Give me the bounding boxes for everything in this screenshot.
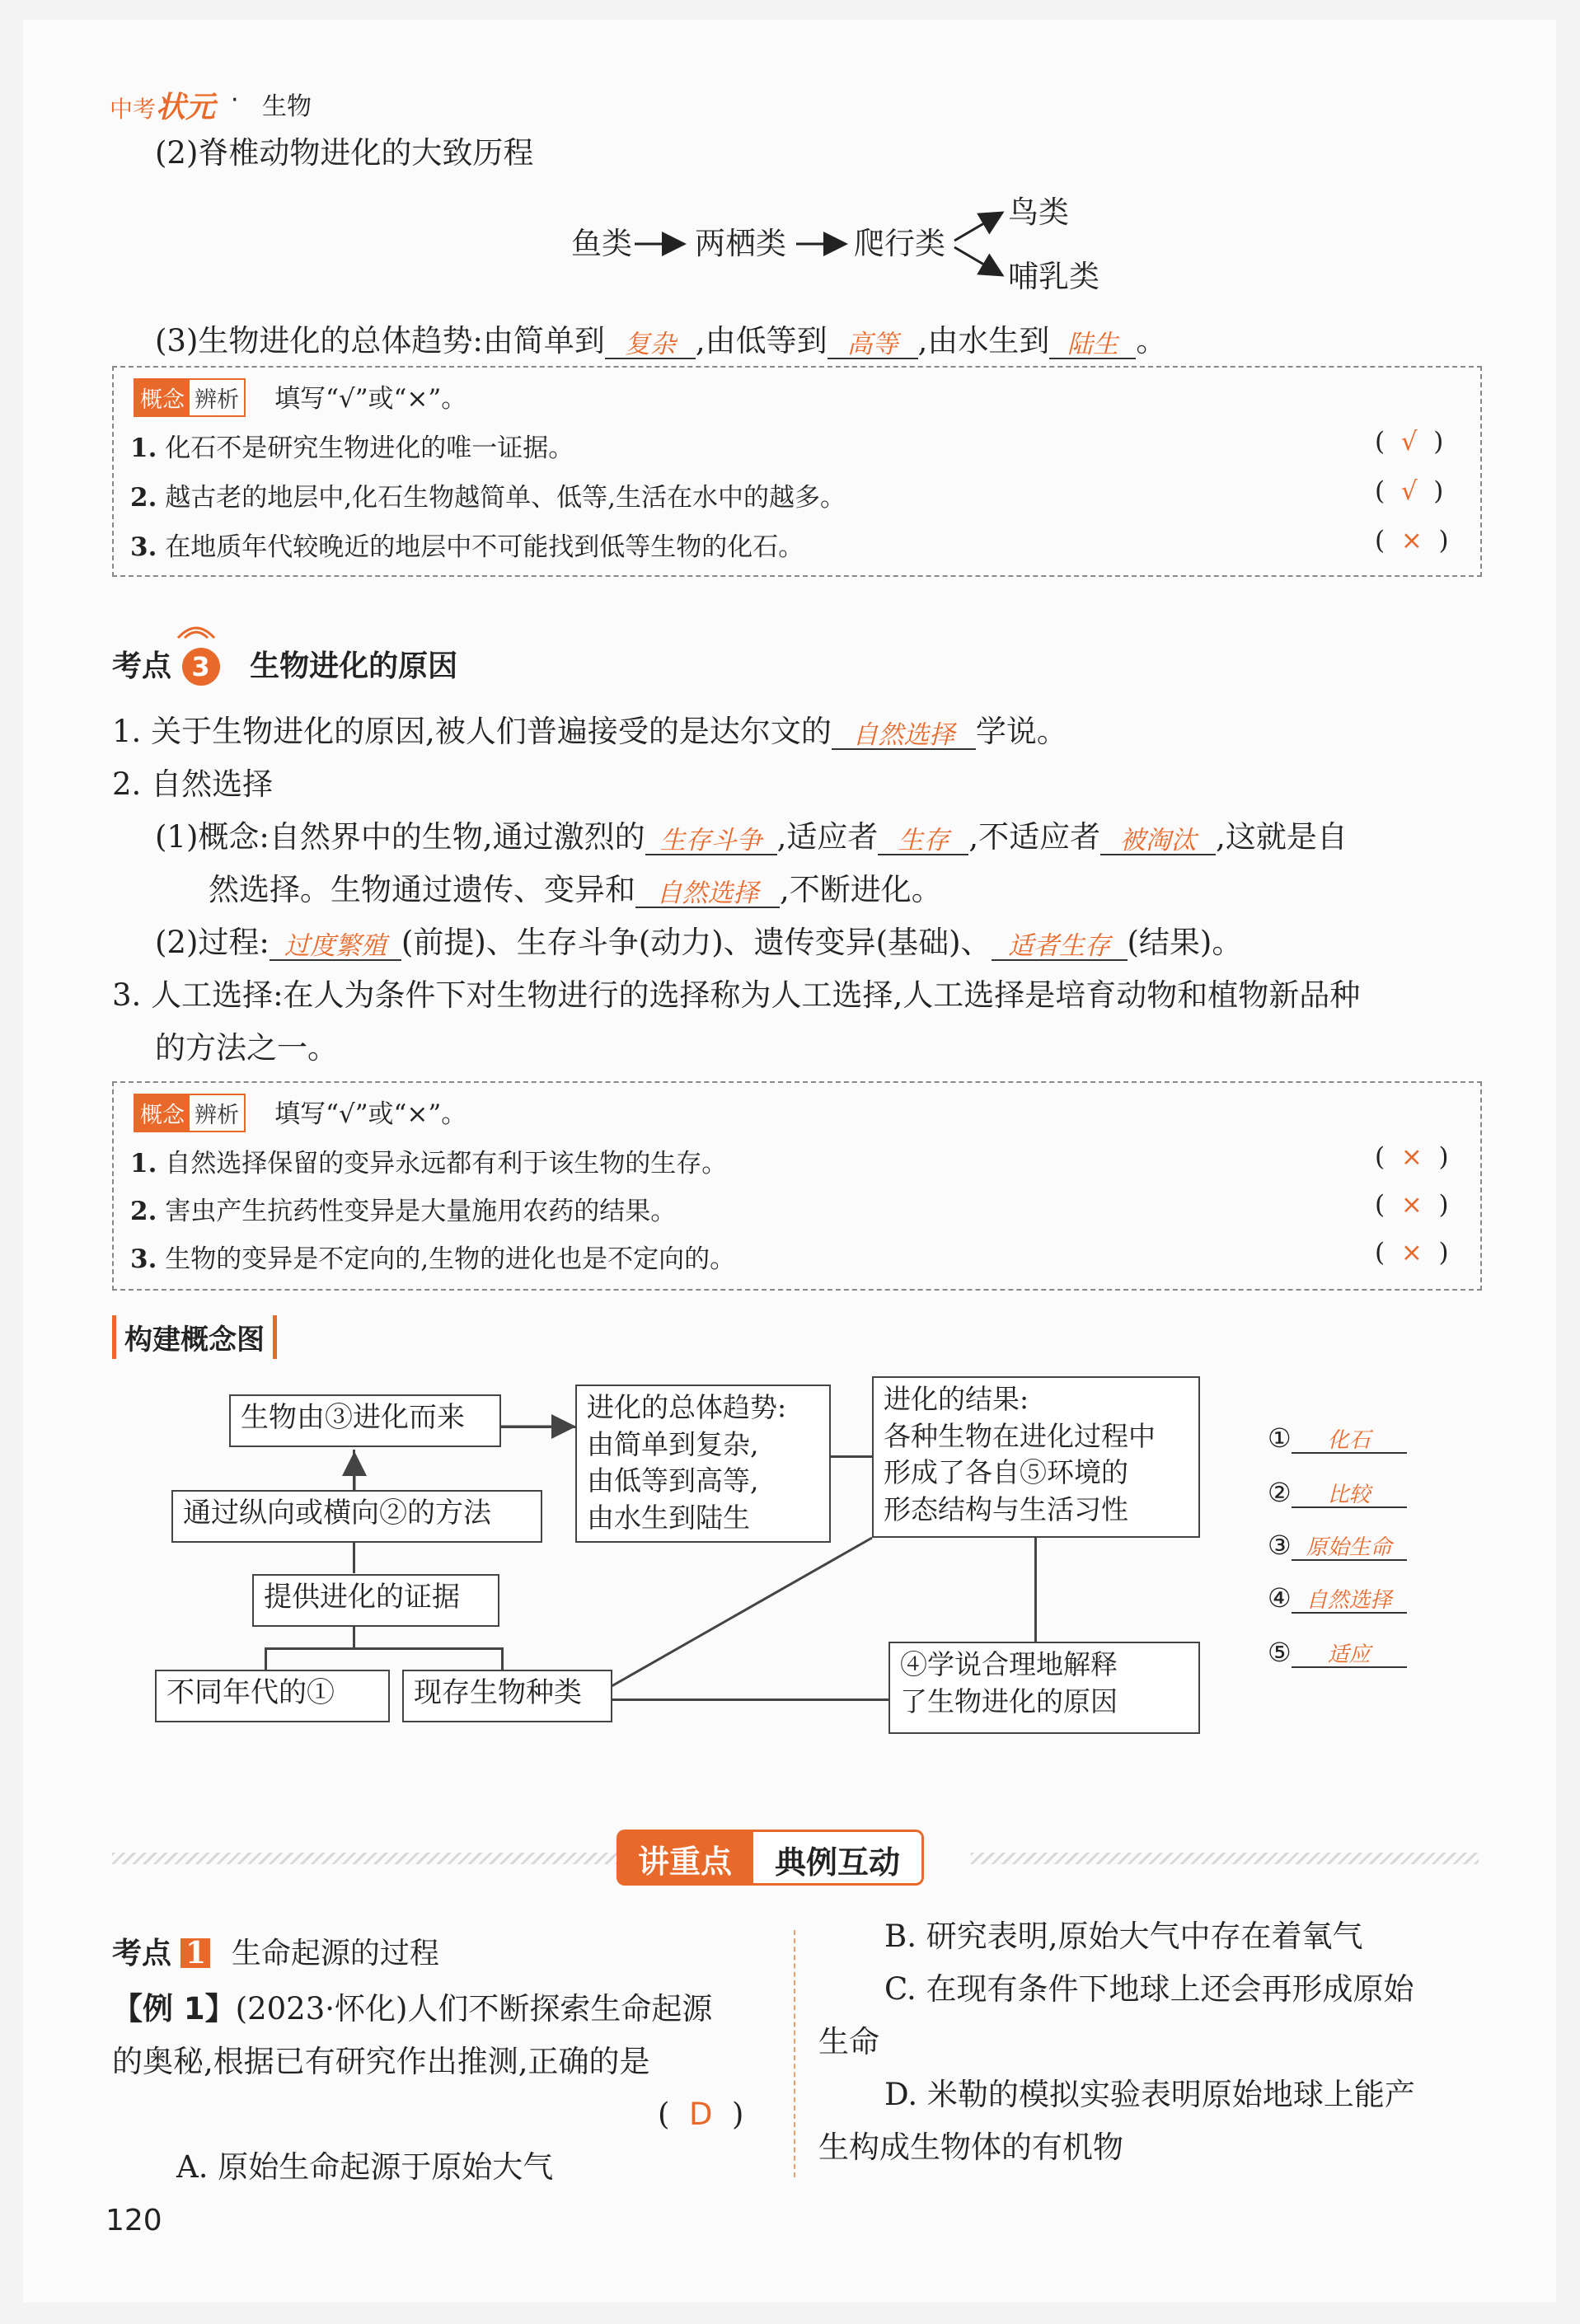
concept-map-title: 构建概念图 bbox=[112, 1315, 277, 1359]
option-c-1: C. 在现有条件下地球上还会再形成原始 bbox=[884, 1971, 1414, 2007]
map-answer-4 bbox=[1268, 1582, 1407, 1614]
section-banner bbox=[617, 1830, 924, 1886]
item-num: 1. bbox=[130, 433, 157, 463]
map-diagonal bbox=[600, 1538, 872, 1693]
result-line: 形成了各自⑤环境的 bbox=[884, 1456, 1128, 1489]
answer-text: 自然选择 bbox=[1306, 1588, 1392, 1613]
kaodian-number: 1 bbox=[181, 1938, 210, 1968]
cause-line-6: 3. 人工选择:在人为条件下对生物进行的选择称为人工选择,人工选择是培育动物和植物新品种 bbox=[112, 977, 1361, 1013]
l4-answer: 自然选择 bbox=[656, 879, 759, 909]
option-d-2: 生构成生物体的有机物 bbox=[818, 2130, 1123, 2165]
item-num: 1. bbox=[130, 1149, 157, 1178]
brand-main: 状元 bbox=[156, 91, 216, 124]
item-num: 3. bbox=[130, 1244, 157, 1274]
item-text: 害虫产生抗药性变异是大量施用农药的结果。 bbox=[165, 1197, 677, 1226]
example-label: 【例 1】 bbox=[112, 1991, 236, 2026]
map-box-evidence: 提供进化的证据 bbox=[252, 1574, 499, 1627]
map-answer-5 bbox=[1268, 1637, 1407, 1668]
node-bird: 鸟类 bbox=[1008, 194, 1069, 230]
cause-line-2: 2. 自然选择 bbox=[112, 766, 274, 802]
l3-answer-2: 生存 bbox=[898, 826, 949, 856]
judge-2-item bbox=[130, 1238, 735, 1275]
item-text: 生物的变异是不定向的,生物的进化也是不定向的。 bbox=[165, 1244, 736, 1274]
answer-num: ④ bbox=[1268, 1582, 1292, 1614]
header-subject: 生物 bbox=[262, 92, 312, 121]
answer-mark: D bbox=[688, 2097, 713, 2132]
judge-1-mark-1: ( √ ) bbox=[1375, 427, 1444, 457]
trend-mid-1: ,由低等到 bbox=[695, 323, 828, 358]
node-reptile: 爬行类 bbox=[854, 226, 945, 261]
answer-text: 化石 bbox=[1327, 1428, 1371, 1453]
node-fish: 鱼类 bbox=[571, 226, 632, 261]
trend-answer-1: 复杂 bbox=[624, 330, 676, 360]
l4-end: ,不断进化。 bbox=[780, 872, 942, 907]
item-text: 越古老的地层中,化石生物越简单、低等,生活在水中的越多。 bbox=[165, 483, 846, 513]
kaodian-title: 生命起源的过程 bbox=[231, 1937, 439, 1970]
tag-a: 概念 bbox=[135, 380, 190, 415]
item-text: 自然选择保留的变异永远都有利于该生物的生存。 bbox=[165, 1149, 728, 1178]
cause-line-3 bbox=[155, 819, 1348, 855]
judge-1-header bbox=[134, 377, 466, 417]
answer-text: 原始生命 bbox=[1306, 1535, 1392, 1560]
l3-mid-2: ,不适应者 bbox=[968, 819, 1101, 855]
l3-blank-1 bbox=[645, 821, 777, 855]
trend-line: 由低等到高等, bbox=[587, 1464, 759, 1497]
map-answer-2 bbox=[1268, 1477, 1407, 1508]
path-arrows bbox=[633, 209, 1020, 300]
map-answer-3 bbox=[1268, 1530, 1407, 1561]
answer-text: 适应 bbox=[1327, 1642, 1371, 1667]
kaodian-label: 考点 bbox=[112, 1937, 172, 1970]
l3-end: ,这就是自 bbox=[1216, 819, 1348, 855]
brand-prefix: 中考 bbox=[110, 96, 157, 123]
trend-answer-2: 高等 bbox=[846, 330, 898, 360]
trend-line: 由简单到复杂, bbox=[587, 1427, 759, 1460]
l3-prefix: (1)概念:自然界中的生物,通过激烈的 bbox=[155, 819, 645, 855]
banner-right: 典例互动 bbox=[753, 1830, 924, 1886]
kaodian-3-heading bbox=[112, 643, 457, 686]
map-box-fossil: 不同年代的① bbox=[155, 1670, 390, 1722]
answer-num: ① bbox=[1268, 1422, 1292, 1454]
cause-1-answer: 自然选择 bbox=[852, 720, 955, 751]
judge-2-header bbox=[134, 1093, 466, 1132]
item-num: 2. bbox=[130, 483, 157, 513]
judge-1-instruction: 填写“√”或“×”。 bbox=[274, 384, 467, 414]
trend-blank-2 bbox=[828, 325, 918, 359]
trend-prefix: (3)生物进化的总体趋势:由简单到 bbox=[155, 323, 605, 358]
darwin-line: ④学说合理地解释 bbox=[900, 1648, 1118, 1680]
result-line: 各种生物在进化过程中 bbox=[884, 1419, 1156, 1452]
darwin-line: 了生物进化的原因 bbox=[900, 1684, 1118, 1717]
l5-mid: (前提)、生存斗争(动力)、遗传变异(基础)、 bbox=[401, 925, 992, 960]
option-d-1: D. 米勒的模拟实验表明原始地球上能产 bbox=[884, 2077, 1415, 2112]
cause-line-5 bbox=[155, 925, 1242, 961]
item-text: 化石不是研究生物进化的唯一证据。 bbox=[165, 433, 574, 463]
example-line-1 bbox=[112, 1991, 712, 2027]
cause-1-prefix: 1. 关于生物进化的原因,被人们普遍接受的是达尔文的 bbox=[112, 714, 832, 749]
map-box-origin: 生物由③进化而来 bbox=[229, 1394, 501, 1447]
l5-blank-2 bbox=[992, 926, 1128, 961]
option-b: B. 研究表明,原始大气中存在着氧气 bbox=[884, 1919, 1363, 1954]
trend-blank-3 bbox=[1049, 325, 1136, 359]
judge-2-mark-2: ( × ) bbox=[1375, 1190, 1449, 1220]
map-box-existing: 现存生物种类 bbox=[402, 1670, 612, 1722]
trend-blank-1 bbox=[605, 325, 696, 359]
judge-2-instruction: 填写“√”或“×”。 bbox=[274, 1099, 467, 1129]
cause-line-7: 的方法之一。 bbox=[155, 1030, 338, 1066]
l3-mid-1: ,适应者 bbox=[776, 819, 879, 855]
example-text: (2023·怀化)人们不断探索生命起源 bbox=[235, 1991, 713, 2026]
map-box-trend bbox=[575, 1385, 831, 1543]
l5-end: (结果)。 bbox=[1127, 925, 1243, 960]
trend-line bbox=[155, 323, 1166, 359]
trend-mid-2: ,由水生到 bbox=[917, 323, 1050, 358]
kaodian-number: 3 bbox=[182, 648, 220, 686]
option-a: A. 原始生命起源于原始大气 bbox=[176, 2149, 554, 2185]
result-line: 形态结构与生活习性 bbox=[884, 1492, 1128, 1525]
mark: × bbox=[1400, 1142, 1423, 1172]
kaodian-label: 考点 bbox=[112, 649, 172, 683]
trend-line: 由水生到陆生 bbox=[587, 1501, 750, 1534]
judge-2-mark-1: ( × ) bbox=[1375, 1142, 1449, 1172]
map-answer-1 bbox=[1268, 1422, 1407, 1454]
answer-num: ③ bbox=[1268, 1530, 1292, 1561]
mark: × bbox=[1400, 1238, 1423, 1267]
answer-text: 比较 bbox=[1327, 1483, 1371, 1507]
l3-blank-3 bbox=[1100, 821, 1216, 855]
judge-1-mark-3: ( × ) bbox=[1375, 526, 1449, 555]
kaodian-1-heading bbox=[112, 1930, 439, 1972]
kaodian-title: 生物进化的原因 bbox=[250, 649, 458, 683]
signal-icon bbox=[171, 610, 221, 643]
header-brand bbox=[110, 84, 215, 126]
judge-2-item bbox=[130, 1142, 727, 1179]
header-dot: · bbox=[231, 86, 239, 115]
trend-line: 进化的总体趋势: bbox=[587, 1391, 787, 1423]
l5-blank-1 bbox=[270, 926, 401, 961]
concept-tag bbox=[134, 1094, 246, 1132]
node-mammal: 哺乳类 bbox=[1008, 259, 1099, 294]
judge-1-item bbox=[130, 476, 846, 513]
example-answer: ( D ) bbox=[658, 2097, 744, 2132]
judge-1-mark-2: ( √ ) bbox=[1375, 476, 1444, 506]
judge-box-1 bbox=[112, 366, 1482, 577]
page bbox=[23, 20, 1556, 2303]
l5-prefix: (2)过程: bbox=[155, 925, 270, 960]
judge-2-item bbox=[130, 1190, 676, 1227]
banner-hatch-right bbox=[971, 1853, 1479, 1864]
l3-answer-3: 被淘汰 bbox=[1119, 826, 1197, 856]
tag-a: 概念 bbox=[135, 1095, 190, 1131]
map-line bbox=[265, 1647, 267, 1670]
cause-1-blank bbox=[832, 715, 976, 750]
l5-answer-2: 适者生存 bbox=[1008, 931, 1110, 962]
evolution-path-title: (2)脊椎动物进化的大致历程 bbox=[155, 135, 534, 171]
cause-line-4 bbox=[209, 872, 942, 908]
trend-end: 。 bbox=[1136, 323, 1167, 358]
banner-hatch-left bbox=[112, 1853, 623, 1864]
l4-prefix: 然选择。生物通过遗传、变异和 bbox=[209, 872, 635, 907]
map-box-compare: 通过纵向或横向②的方法 bbox=[171, 1490, 542, 1543]
map-box-darwin bbox=[888, 1642, 1200, 1734]
mark: × bbox=[1400, 526, 1423, 555]
concept-tag bbox=[134, 378, 246, 417]
l3-blank-2 bbox=[878, 821, 968, 855]
mark: √ bbox=[1400, 476, 1418, 506]
banner-left: 讲重点 bbox=[617, 1830, 753, 1886]
answer-num: ⑤ bbox=[1268, 1637, 1292, 1668]
judge-box-2 bbox=[112, 1081, 1482, 1291]
option-c-2: 生命 bbox=[818, 2024, 879, 2059]
mark: × bbox=[1400, 1190, 1423, 1220]
judge-1-item bbox=[130, 526, 804, 563]
column-divider bbox=[794, 1930, 795, 2177]
mark: √ bbox=[1400, 427, 1418, 457]
judge-1-item bbox=[130, 427, 574, 464]
page-number: 120 bbox=[105, 2204, 162, 2237]
judge-2-mark-3: ( × ) bbox=[1375, 1238, 1449, 1267]
l3-answer-1: 生存斗争 bbox=[659, 826, 762, 856]
item-text: 在地质年代较晚近的地层中不可能找到低等生物的化石。 bbox=[165, 532, 804, 562]
arrow-4 bbox=[954, 247, 1002, 275]
item-num: 2. bbox=[130, 1197, 157, 1226]
item-num: 3. bbox=[130, 532, 157, 562]
l5-answer-1: 过度繁殖 bbox=[284, 931, 387, 962]
cause-line-1 bbox=[112, 714, 1067, 750]
l4-blank bbox=[635, 874, 780, 908]
result-line: 进化的结果: bbox=[884, 1383, 1029, 1415]
tag-b: 辨析 bbox=[195, 387, 239, 413]
cause-1-end: 学说。 bbox=[975, 714, 1067, 749]
tag-b: 辨析 bbox=[195, 1103, 239, 1128]
example-line-2: 的奥秘,根据已有研究作出推测,正确的是 bbox=[112, 2044, 650, 2079]
answer-num: ② bbox=[1268, 1477, 1292, 1508]
arrow-3 bbox=[954, 213, 1002, 241]
trend-answer-3: 陆生 bbox=[1067, 330, 1118, 360]
map-box-result bbox=[872, 1376, 1200, 1538]
node-amphibian: 两栖类 bbox=[695, 226, 786, 261]
